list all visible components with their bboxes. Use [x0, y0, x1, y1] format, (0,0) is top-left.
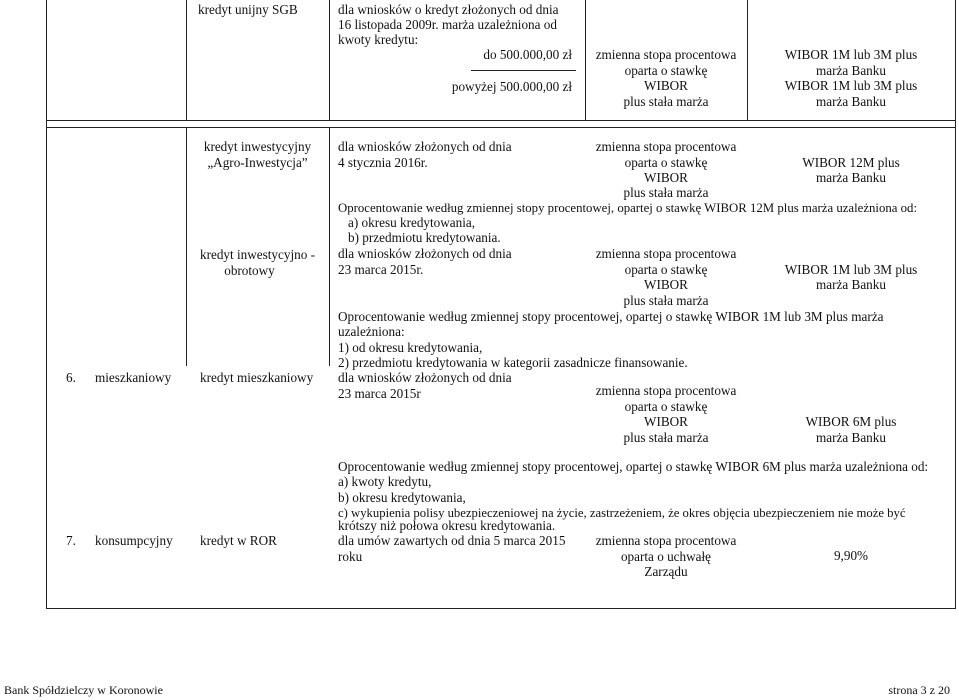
row-6-note-4: c) wykupienia polisy ubezpieczeniowej na życie, zastrzeżeniem, że okres objęcia ubezpieczeniem nie może być: [338, 506, 906, 520]
table-border-bottom: [46, 608, 956, 609]
footer-bank-name: Bank Spółdzielczy w Koronowie: [4, 683, 163, 697]
row-6-ratetype-1: zmienna stopa procentowa: [595, 383, 737, 398]
row-obrot-note-4: 2) przedmiotu kredytowania w kategorii zasadnicze finansowanie.: [338, 355, 688, 370]
row-7-cond-2: roku: [338, 549, 363, 564]
row-sgb-type: kredyt unijny SGB: [198, 2, 298, 17]
row-sgb-rate-4: marża Banku: [816, 94, 886, 109]
row-agro-type-1: kredyt inwestycyjny: [203, 139, 312, 154]
row-sgb-cond-1: dla wniosków o kredyt złożonych od dnia: [338, 2, 559, 17]
row-obrot-cond-2: 23 marca 2015r.: [338, 262, 424, 277]
row-obrot-ratetype-1: zmienna stopa procentowa: [595, 246, 737, 261]
row-obrot-note-1: Oprocentowanie według zmiennej stopy procentowej, opartej o stawkę WIBOR 1M lub 3M plus marża: [338, 309, 884, 324]
row-7-ratetype-3: Zarządu: [644, 564, 688, 579]
footer-page-number: strona 3 z 20: [888, 683, 950, 697]
row-sgb-amount-2: powyżej 500.000,00 zł: [451, 79, 572, 94]
row-sgb-amount-1: do 500.000,00 zł: [483, 47, 572, 62]
row-obrot-type-2: obrotowy: [224, 263, 275, 278]
row-agro-type-2: „Agro-Inwestycja”: [207, 155, 308, 170]
row-7-rate: 9,90%: [833, 548, 869, 563]
row-7-cond-1: dla umów zawartych od dnia 5 marca 2015: [338, 533, 566, 548]
row-6-note-3: b) okresu kredytowania,: [338, 490, 466, 505]
row-agro-cond-2: 4 stycznia 2016r.: [338, 155, 428, 170]
row-sgb-ratetype-1: zmienna stopa procentowa: [595, 47, 737, 62]
row-sgb-cond-2: 16 listopada 2009r. marża uzależniona od: [338, 17, 557, 32]
row-7-ratetype-2: oparta o uchwałę: [620, 549, 712, 564]
row-6-ratetype-3: WIBOR: [644, 414, 688, 429]
row-agro-cond-1: dla wniosków złożonych od dnia: [338, 139, 512, 154]
row-agro-note-2: a) okresu kredytowania,: [348, 215, 476, 230]
row-7-ratetype-1: zmienna stopa procentowa: [595, 533, 737, 548]
table-border-row-sgb-bottom: [46, 120, 956, 121]
row-6-cond-2: 23 marca 2015r: [338, 386, 421, 401]
row-agro-rate-1: WIBOR 12M plus: [802, 155, 900, 170]
row-6-type: kredyt mieszkaniowy: [200, 370, 314, 385]
row-6-ratetype-4: plus stała marża: [623, 430, 709, 445]
amount-underline: [471, 70, 576, 71]
row-6-note-2: a) kwoty kredytu,: [338, 474, 432, 489]
row-6-number: 6.: [66, 370, 76, 385]
row-6-note-1: Oprocentowanie według zmiennej stopy procentowej, opartej o stawkę WIBOR 6M plus marża uzależniona od:: [338, 459, 929, 474]
row-6-rate-1: WIBOR 6M plus: [805, 414, 897, 429]
row-6-note-5: krótszy niż połowa okresu kredytowania.: [338, 518, 556, 533]
row-sgb-ratetype-4: plus stała marża: [623, 94, 709, 109]
row-sgb-rate-1: WIBOR 1M lub 3M plus: [784, 47, 918, 62]
table-border-right: [955, 0, 956, 609]
table-border-col-type: [186, 0, 187, 120]
row-obrot-rate-2: marża Banku: [816, 277, 886, 292]
row-sgb-ratetype-2: oparta o stawkę: [624, 63, 708, 78]
row-agro-ratetype-4: plus stała marża: [623, 185, 709, 200]
row-obrot-rate-1: WIBOR 1M lub 3M plus: [784, 262, 918, 277]
row-7-number: 7.: [66, 533, 76, 548]
row-obrot-note-3: 1) od okresu kredytowania,: [338, 340, 483, 355]
row-agro-ratetype-3: WIBOR: [644, 170, 688, 185]
row-7-category: konsumpcyjny: [95, 533, 173, 548]
row-obrot-cond-1: dla wniosków złożonych od dnia: [338, 246, 512, 261]
row-agro-note-1: Oprocentowanie według zmiennej stopy procentowej, opartej o stawkę WIBOR 12M plus marża uzależniona od:: [338, 201, 918, 215]
row-sgb-rate-2: marża Banku: [816, 63, 886, 78]
row-obrot-type-1: kredyt inwestycyjno -: [200, 247, 315, 262]
row-obrot-ratetype-3: WIBOR: [644, 277, 688, 292]
row-sgb-rate-3: WIBOR 1M lub 3M plus: [784, 78, 918, 93]
row-obrot-ratetype-2: oparta o stawkę: [624, 262, 708, 277]
table-border-row-sgb-bottom-2: [46, 127, 956, 128]
row-agro-ratetype-1: zmienna stopa procentowa: [595, 139, 737, 154]
table-border-left: [46, 0, 47, 609]
row-6-ratetype-2: oparta o stawkę: [624, 399, 708, 414]
row-agro-note-3: b) przedmiotu kredytowania.: [348, 230, 501, 245]
row-7-type: kredyt w ROR: [200, 533, 277, 548]
row-obrot-note-2: uzależniona:: [338, 324, 405, 339]
row-agro-ratetype-2: oparta o stawkę: [624, 155, 708, 170]
row-6-rate-2: marża Banku: [816, 430, 886, 445]
row-sgb-ratetype-3: WIBOR: [644, 78, 688, 93]
row-6-category: mieszkaniowy: [95, 370, 172, 385]
row-sgb-cond-3: kwoty kredytu:: [338, 32, 419, 47]
table-border-col-cond-2: [329, 127, 330, 366]
row-agro-rate-2: marża Banku: [816, 170, 886, 185]
row-6-cond-1: dla wniosków złożonych od dnia: [338, 370, 512, 385]
row-obrot-ratetype-4: plus stała marża: [623, 293, 709, 308]
table-border-col-cond: [329, 0, 330, 120]
